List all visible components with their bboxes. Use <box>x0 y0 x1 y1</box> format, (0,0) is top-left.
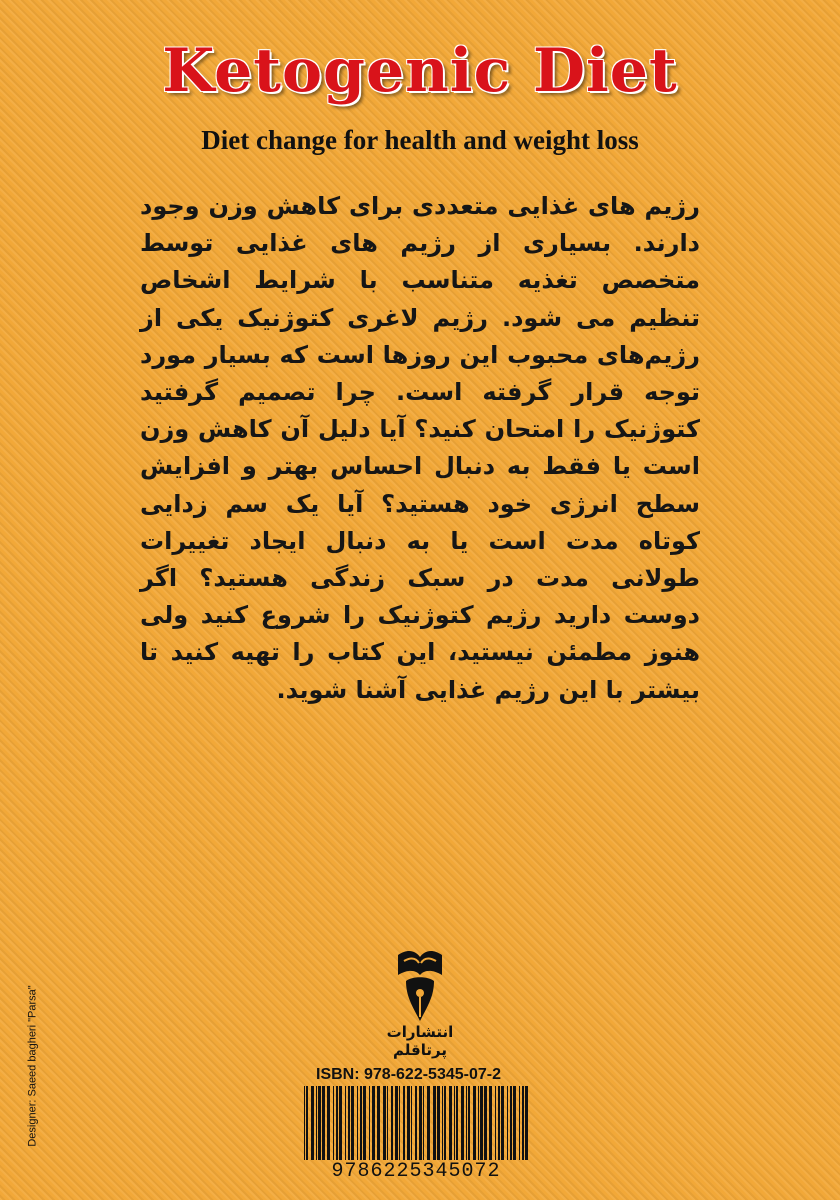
designer-credit: Designer: Saeed bagheri "Parsa" <box>26 985 39 1147</box>
publisher-logo <box>370 945 470 1059</box>
cover-subtitle: Diet change for health and weight loss <box>201 125 639 155</box>
blurb-text: رژیم های غذایی متعددی برای کاهش وزن وجود دارند. بسیاری از رژیم های غذایی توسط متخصص تغذیه متناسب با شرایط اشخاص تنظیم می شود. رژیم لاغری کتوژنیک یکی از رژیم‌های محبوب این روزها است که بسیار مورد توجه قرار گرفته است. چرا تصمیم گرفتید کتوژنیک را امتحان کنید؟ آیا دلیل آن کاهش وزن است یا فقط به دنبال احساس بهتر و افزایش سطح انرژی خود هستید؟ آیا یک سم زدایی کوتاه مدت است یا به دنبال ایجاد تغییرات طولانی مدت در سبک زندگی هستید؟ اگر دوست دارید رژیم کتوژنیک را شروع کنید ولی هنوز مطمئن نیستید، این کتاب را تهیه کنید تا بیشتر با این رژیم غذایی آشنا شوید. <box>140 192 700 704</box>
barcode-digits: 9786225345072 <box>331 1160 501 1183</box>
book-and-pen-nib-icon <box>370 945 470 1025</box>
cover-title: Ketogenic Diet <box>162 36 678 106</box>
barcode <box>300 1086 532 1160</box>
isbn-label: ISBN: 978-622-5345-07-2 <box>316 1066 501 1083</box>
publisher-name: انتشارات پرتاقلم <box>386 1023 454 1059</box>
